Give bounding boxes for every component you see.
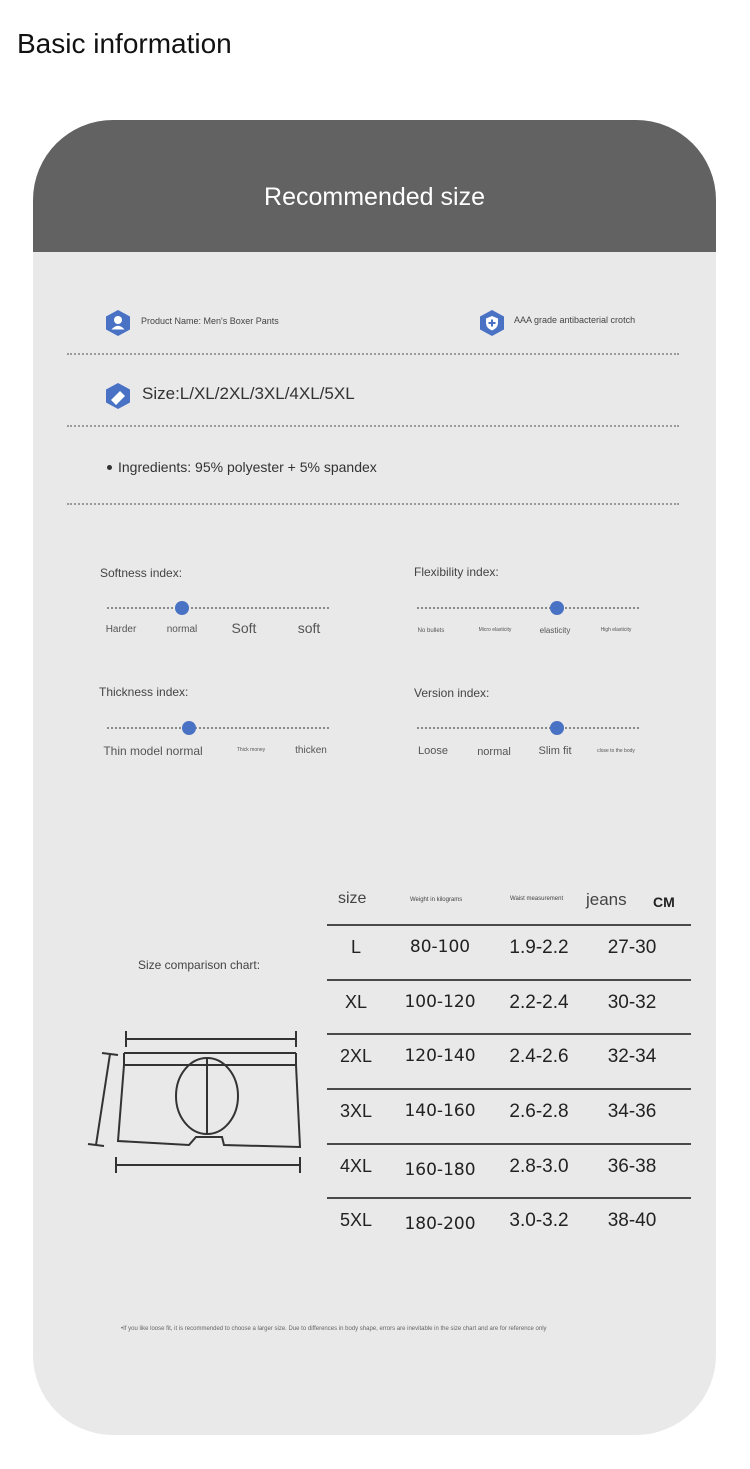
thickness-label-thicken: thicken bbox=[295, 745, 327, 756]
version-indicator bbox=[550, 721, 564, 735]
softness-track bbox=[107, 607, 329, 609]
table-divider bbox=[327, 1088, 691, 1090]
size-info-card bbox=[33, 120, 716, 1435]
cell-size: 3XL bbox=[339, 1101, 373, 1121]
thickness-label-thick-money: Thick money bbox=[236, 747, 266, 753]
cell-waist: 2.2-2.4 bbox=[509, 992, 569, 1013]
flexibility-track bbox=[417, 607, 639, 609]
flexibility-label-micro: Micro elasticity bbox=[478, 627, 512, 633]
cell-weight: 100-120 bbox=[404, 992, 476, 1012]
tag-icon bbox=[105, 382, 131, 410]
cell-weight: 120-140 bbox=[404, 1046, 476, 1066]
thickness-track bbox=[107, 727, 329, 729]
cell-size: XL bbox=[344, 992, 368, 1012]
flexibility-label-high: High elasticity bbox=[600, 627, 632, 633]
flexibility-index-title: Flexibility index: bbox=[414, 565, 499, 579]
cell-waist: 1.9-2.2 bbox=[509, 937, 569, 958]
version-label-loose: Loose bbox=[418, 745, 448, 757]
cell-weight: 80-100 bbox=[409, 937, 471, 957]
softness-label-normal: normal bbox=[166, 624, 198, 635]
table-divider bbox=[327, 1033, 691, 1035]
thickness-indicator bbox=[182, 721, 196, 735]
boxer-outline-icon bbox=[86, 1025, 306, 1175]
shield-icon bbox=[479, 309, 505, 337]
table-divider bbox=[327, 979, 691, 981]
header-size: size bbox=[338, 890, 367, 907]
bullet-icon bbox=[107, 465, 112, 470]
cell-size: 2XL bbox=[339, 1046, 373, 1066]
cell-jeans: 32-34 bbox=[607, 1046, 657, 1067]
boxer-diagram bbox=[86, 1025, 306, 1180]
cell-waist: 3.0-3.2 bbox=[509, 1210, 569, 1231]
version-label-slim-fit: Slim fit bbox=[538, 745, 572, 757]
header-unit: CM bbox=[653, 894, 675, 910]
table-divider bbox=[327, 1197, 691, 1199]
cell-jeans: 27-30 bbox=[607, 937, 657, 958]
cell-size: 5XL bbox=[339, 1210, 373, 1230]
version-label-normal: normal bbox=[477, 746, 511, 758]
size-range: Size:L/XL/2XL/3XL/4XL/5XL bbox=[142, 384, 355, 403]
header-waist: Waist measurement bbox=[510, 896, 564, 902]
thickness-label-thin-normal: Thin model normal bbox=[103, 744, 203, 758]
size-chart-label: Size comparison chart: bbox=[138, 958, 261, 972]
antibacterial-feature: AAA grade antibacterial crotch bbox=[514, 315, 636, 325]
header-weight: Weight in kilograms bbox=[410, 897, 463, 903]
ingredients-line bbox=[107, 459, 377, 475]
cell-waist: 2.6-2.8 bbox=[509, 1101, 569, 1122]
softness-indicator bbox=[175, 601, 189, 615]
card-header bbox=[33, 120, 716, 252]
softness-label-soft: Soft bbox=[231, 620, 257, 636]
cell-jeans: 30-32 bbox=[607, 992, 657, 1013]
cell-waist: 2.4-2.6 bbox=[509, 1046, 569, 1067]
flexibility-label-elasticity: elasticity bbox=[539, 626, 571, 635]
divider bbox=[67, 503, 679, 505]
user-badge-icon bbox=[105, 309, 131, 337]
flexibility-label-no-bullets: No bullets bbox=[417, 628, 445, 634]
product-name: Product Name: Men's Boxer Pants bbox=[141, 316, 279, 326]
cell-weight: 180-200 bbox=[404, 1214, 476, 1234]
footnote: •If you like loose fit, it is recommended to choose a larger size. Due to differences in body shape, errors are inevitable in the size chart and are for reference only bbox=[121, 1326, 547, 1332]
softness-label-soft-2: soft bbox=[297, 620, 321, 636]
cell-size: 4XL bbox=[339, 1156, 373, 1176]
cell-weight: 160-180 bbox=[404, 1160, 476, 1180]
flexibility-indicator bbox=[550, 601, 564, 615]
table-divider bbox=[327, 1143, 691, 1145]
version-track bbox=[417, 727, 639, 729]
version-label-close-body: close to the body bbox=[597, 748, 635, 754]
ingredients-text: Ingredients: 95% polyester + 5% spandex bbox=[118, 459, 377, 475]
divider bbox=[67, 425, 679, 427]
page-title: Basic information bbox=[17, 28, 232, 59]
version-index-title: Version index: bbox=[414, 686, 490, 700]
header-jeans: jeans bbox=[586, 890, 627, 909]
card-title: Recommended size bbox=[264, 182, 485, 211]
cell-size: L bbox=[350, 937, 362, 957]
cell-jeans: 36-38 bbox=[607, 1156, 657, 1177]
cell-jeans: 38-40 bbox=[607, 1210, 657, 1231]
thickness-index-title: Thickness index: bbox=[99, 685, 189, 699]
table-divider bbox=[327, 924, 691, 926]
divider bbox=[67, 353, 679, 355]
cell-waist: 2.8-3.0 bbox=[509, 1156, 569, 1177]
softness-label-harder: Harder bbox=[105, 624, 137, 635]
cell-weight: 140-160 bbox=[404, 1101, 476, 1121]
cell-jeans: 34-36 bbox=[607, 1101, 657, 1122]
softness-index-title: Softness index: bbox=[100, 566, 183, 580]
